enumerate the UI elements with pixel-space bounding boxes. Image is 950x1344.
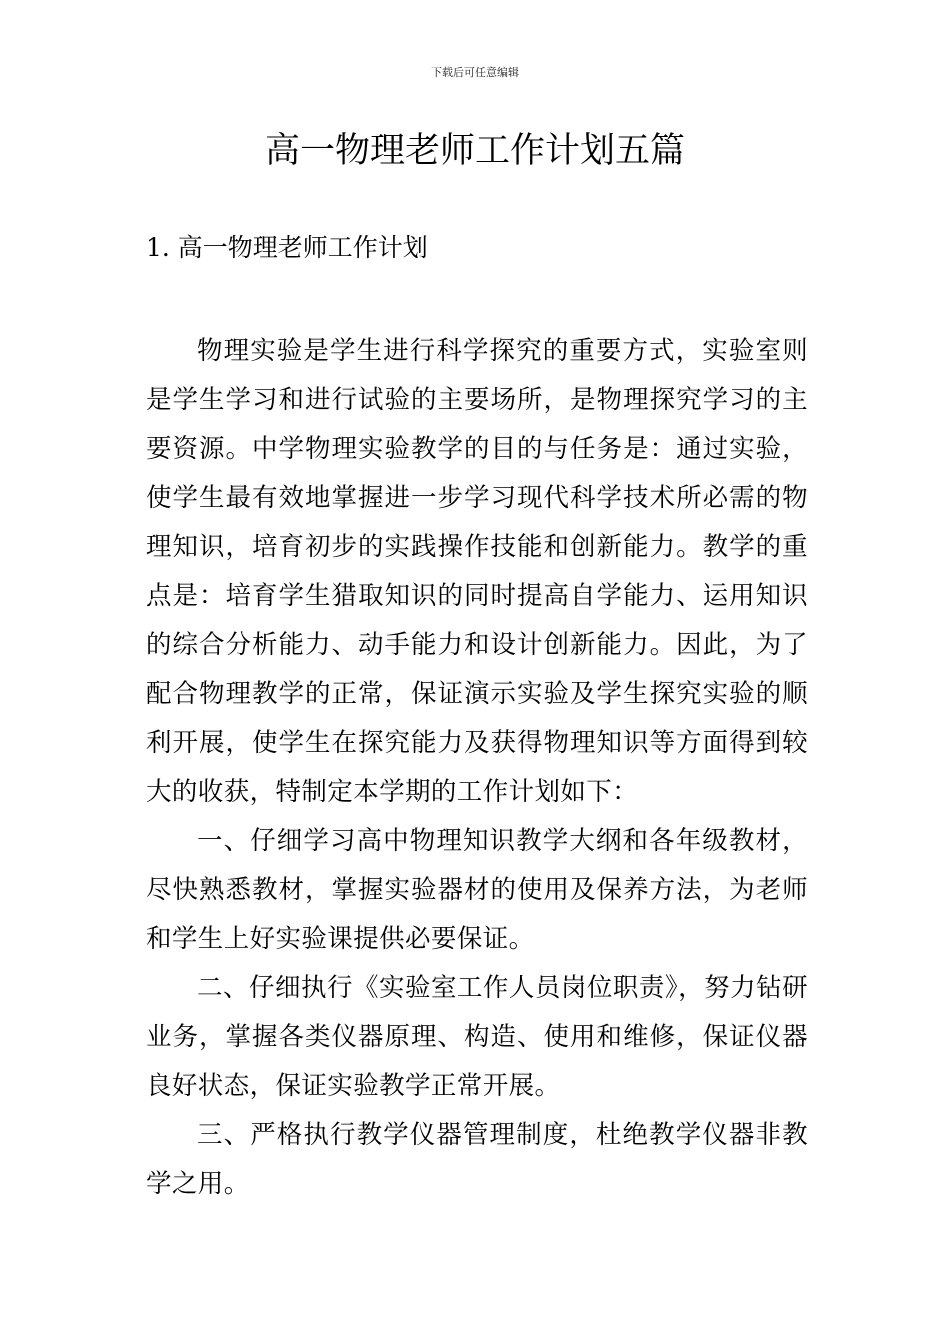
header-note: 下载后可任意编辑 (431, 66, 519, 79)
paragraph-intro: 物理实验是学生进行科学探究的重要方式，实验室则是学生学习和进行试验的主要场所，是物理探究学习的主要资源。中学物理实验教学的目的与任务是：通过实验，使学生最有效地掌握进一步学习现代科学技术所必需的物理知识，培育初步的实践操作技能和创新能力。教学的重点是：培育学生猎取知识的同时提高自学能力、运用知识的综合分析能力、动手能力和设计创新能力。因此，为了配合物理教学的正常，保证演示实验及学生探究实验的顺利开展，使学生在探究能力及获得物理知识等方面得到较大的收获，特制定本学期的工作计划如下： (146, 336, 808, 807)
document-title: 高一物理老师工作计划五篇 (264, 131, 685, 171)
section-heading: 1. 高一物理老师工作计划 (146, 233, 428, 262)
document-body (146, 327, 808, 1209)
paragraph-item-3: 三、严格执行教学仪器管理制度，杜绝教学仪器非教学之用。 (146, 1120, 808, 1199)
paragraph-item-2: 二、仔细执行《实验室工作人员岗位职责》，努力钻研业务，掌握各类仪器原理、构造、使用和维修，保证仪器良好状态，保证实验教学正常开展。 (146, 973, 808, 1101)
paragraph-item-1: 一、仔细学习高中物理知识教学大纲和各年级教材，尽快熟悉教材，掌握实验器材的使用及保养方法，为老师和学生上好实验课提供必要保证。 (146, 826, 808, 954)
